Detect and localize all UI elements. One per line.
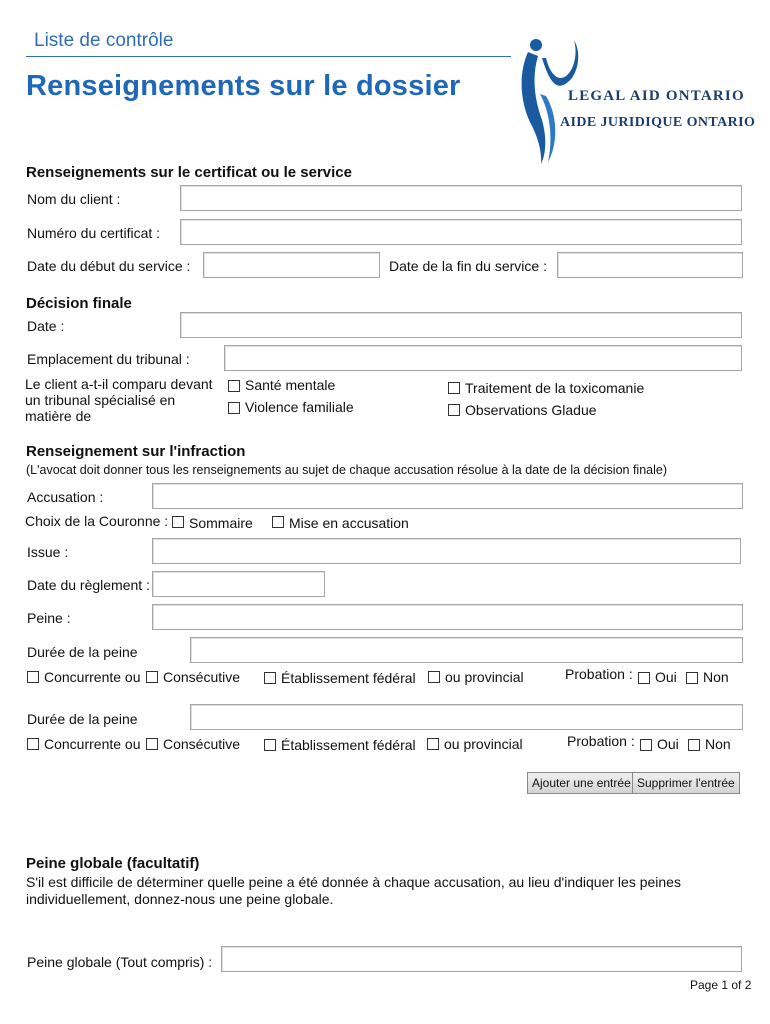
consecutive-checkbox[interactable] (146, 671, 158, 683)
probation-no-label-2: Non (705, 736, 731, 752)
federal-label: Établissement fédéral (281, 670, 416, 686)
indictment-label: Mise en accusation (289, 515, 409, 531)
family-violence-label: Violence familiale (245, 399, 354, 415)
federal-checkbox[interactable] (264, 672, 276, 684)
probation-no-label: Non (703, 669, 729, 685)
drug-treatment-label: Traitement de la toxicomanie (465, 380, 645, 396)
global-sentence-field[interactable] (221, 946, 742, 972)
logo-text-english: LEGAL AID ONTARIO (568, 88, 745, 104)
mental-health-checkbox[interactable] (228, 380, 240, 392)
offence-section-heading: Renseignement sur l'infraction (26, 443, 246, 460)
concurrent-checkbox[interactable] (27, 671, 39, 683)
sentence-field[interactable] (152, 604, 743, 630)
settlement-date-field[interactable] (152, 571, 325, 597)
consecutive-label: Consécutive (163, 669, 241, 685)
page-title: Renseignements sur le dossier (26, 70, 461, 102)
probation-yes-checkbox-2[interactable] (640, 739, 652, 751)
service-end-label: Date de la fin du service : (389, 258, 547, 274)
charge-label: Accusation : (27, 489, 104, 505)
settlement-date-label: Date du règlement : (27, 577, 150, 593)
global-sentence-label: Peine globale (Tout compris) : (27, 954, 213, 970)
decision-section-heading: Décision finale (26, 295, 132, 312)
gladue-checkbox[interactable] (448, 404, 460, 416)
certificate-number-label: Numéro du certificat : (27, 225, 161, 241)
sentence-duration-field[interactable] (190, 637, 743, 663)
probation-no-checkbox-2[interactable] (688, 739, 700, 751)
concurrent-label-2: Concurrente ou (44, 736, 141, 752)
certificate-section-heading: Renseignements sur le certificat ou le service (26, 164, 352, 181)
probation-yes-checkbox[interactable] (638, 672, 650, 684)
concurrent-checkbox-2[interactable] (27, 738, 39, 750)
sentence-duration-label-2: Durée de la peine (27, 711, 138, 727)
specialized-court-label-line2: un tribunal spécialisé en (25, 392, 176, 408)
probation-yes-label-2: Oui (657, 736, 679, 752)
tribunal-location-label: Emplacement du tribunal : (27, 351, 190, 367)
family-violence-checkbox[interactable] (228, 402, 240, 414)
outcome-field[interactable] (152, 538, 741, 564)
client-name-field[interactable] (180, 185, 742, 211)
concurrent-label: Concurrente ou (44, 669, 141, 685)
add-entry-button[interactable]: Ajouter une entrée (527, 772, 636, 794)
specialized-court-label-line1: Le client a-t-il comparu devant (25, 376, 213, 392)
provincial-checkbox-2[interactable] (427, 738, 439, 750)
certificate-number-field[interactable] (180, 219, 742, 245)
provincial-label-2: ou provincial (444, 736, 523, 752)
probation-no-checkbox[interactable] (686, 672, 698, 684)
crown-choice-label: Choix de la Couronne : (25, 513, 169, 529)
probation-label: Probation : (565, 666, 633, 682)
tribunal-location-field[interactable] (224, 345, 742, 371)
global-sentence-heading: Peine globale (facultatif) (26, 855, 200, 872)
service-end-field[interactable] (557, 252, 743, 278)
federal-checkbox-2[interactable] (264, 739, 276, 751)
summary-label: Sommaire (189, 515, 253, 531)
gladue-label: Observations Gladue (465, 402, 597, 418)
decision-date-label: Date : (27, 318, 65, 334)
summary-checkbox[interactable] (172, 516, 184, 528)
specialized-court-label-line3: matière de (25, 408, 92, 424)
indictment-checkbox[interactable] (272, 516, 284, 528)
service-start-label: Date du début du service : (27, 258, 191, 274)
decision-date-field[interactable] (180, 312, 742, 338)
provincial-checkbox[interactable] (428, 671, 440, 683)
drug-treatment-checkbox[interactable] (448, 382, 460, 394)
delete-entry-button[interactable]: Supprimer l'entrée (632, 772, 740, 794)
probation-label-2: Probation : (567, 733, 635, 749)
provincial-label: ou provincial (445, 669, 524, 685)
sentence-duration-field-2[interactable] (190, 704, 743, 730)
page-number: Page 1 of 2 (690, 978, 752, 992)
logo-text-french: AIDE JURIDIQUE ONTARIO (560, 115, 756, 130)
sentence-duration-label: Durée de la peine (27, 644, 138, 660)
sentence-label: Peine : (27, 610, 71, 626)
client-name-label: Nom du client : (27, 191, 121, 207)
form-subtitle: Liste de contrôle (34, 30, 174, 51)
offence-note: (L'avocat doit donner tous les renseignements au sujet de chaque accusation résolue à la date de la décision finale) (26, 463, 667, 477)
charge-field[interactable] (152, 483, 743, 509)
outcome-label: Issue : (27, 544, 69, 560)
header-divider (26, 56, 511, 57)
probation-yes-label: Oui (655, 669, 677, 685)
service-start-field[interactable] (203, 252, 380, 278)
federal-label-2: Établissement fédéral (281, 737, 416, 753)
consecutive-checkbox-2[interactable] (146, 738, 158, 750)
global-sentence-paragraph-line1: S'il est difficile de déterminer quelle peine a été donnée à chaque accusation, au lieu d'indiquer les peines (26, 874, 681, 890)
mental-health-label: Santé mentale (245, 377, 336, 393)
consecutive-label-2: Consécutive (163, 736, 241, 752)
global-sentence-paragraph-line2: individuellement, donnez-nous une peine globale. (26, 891, 334, 907)
